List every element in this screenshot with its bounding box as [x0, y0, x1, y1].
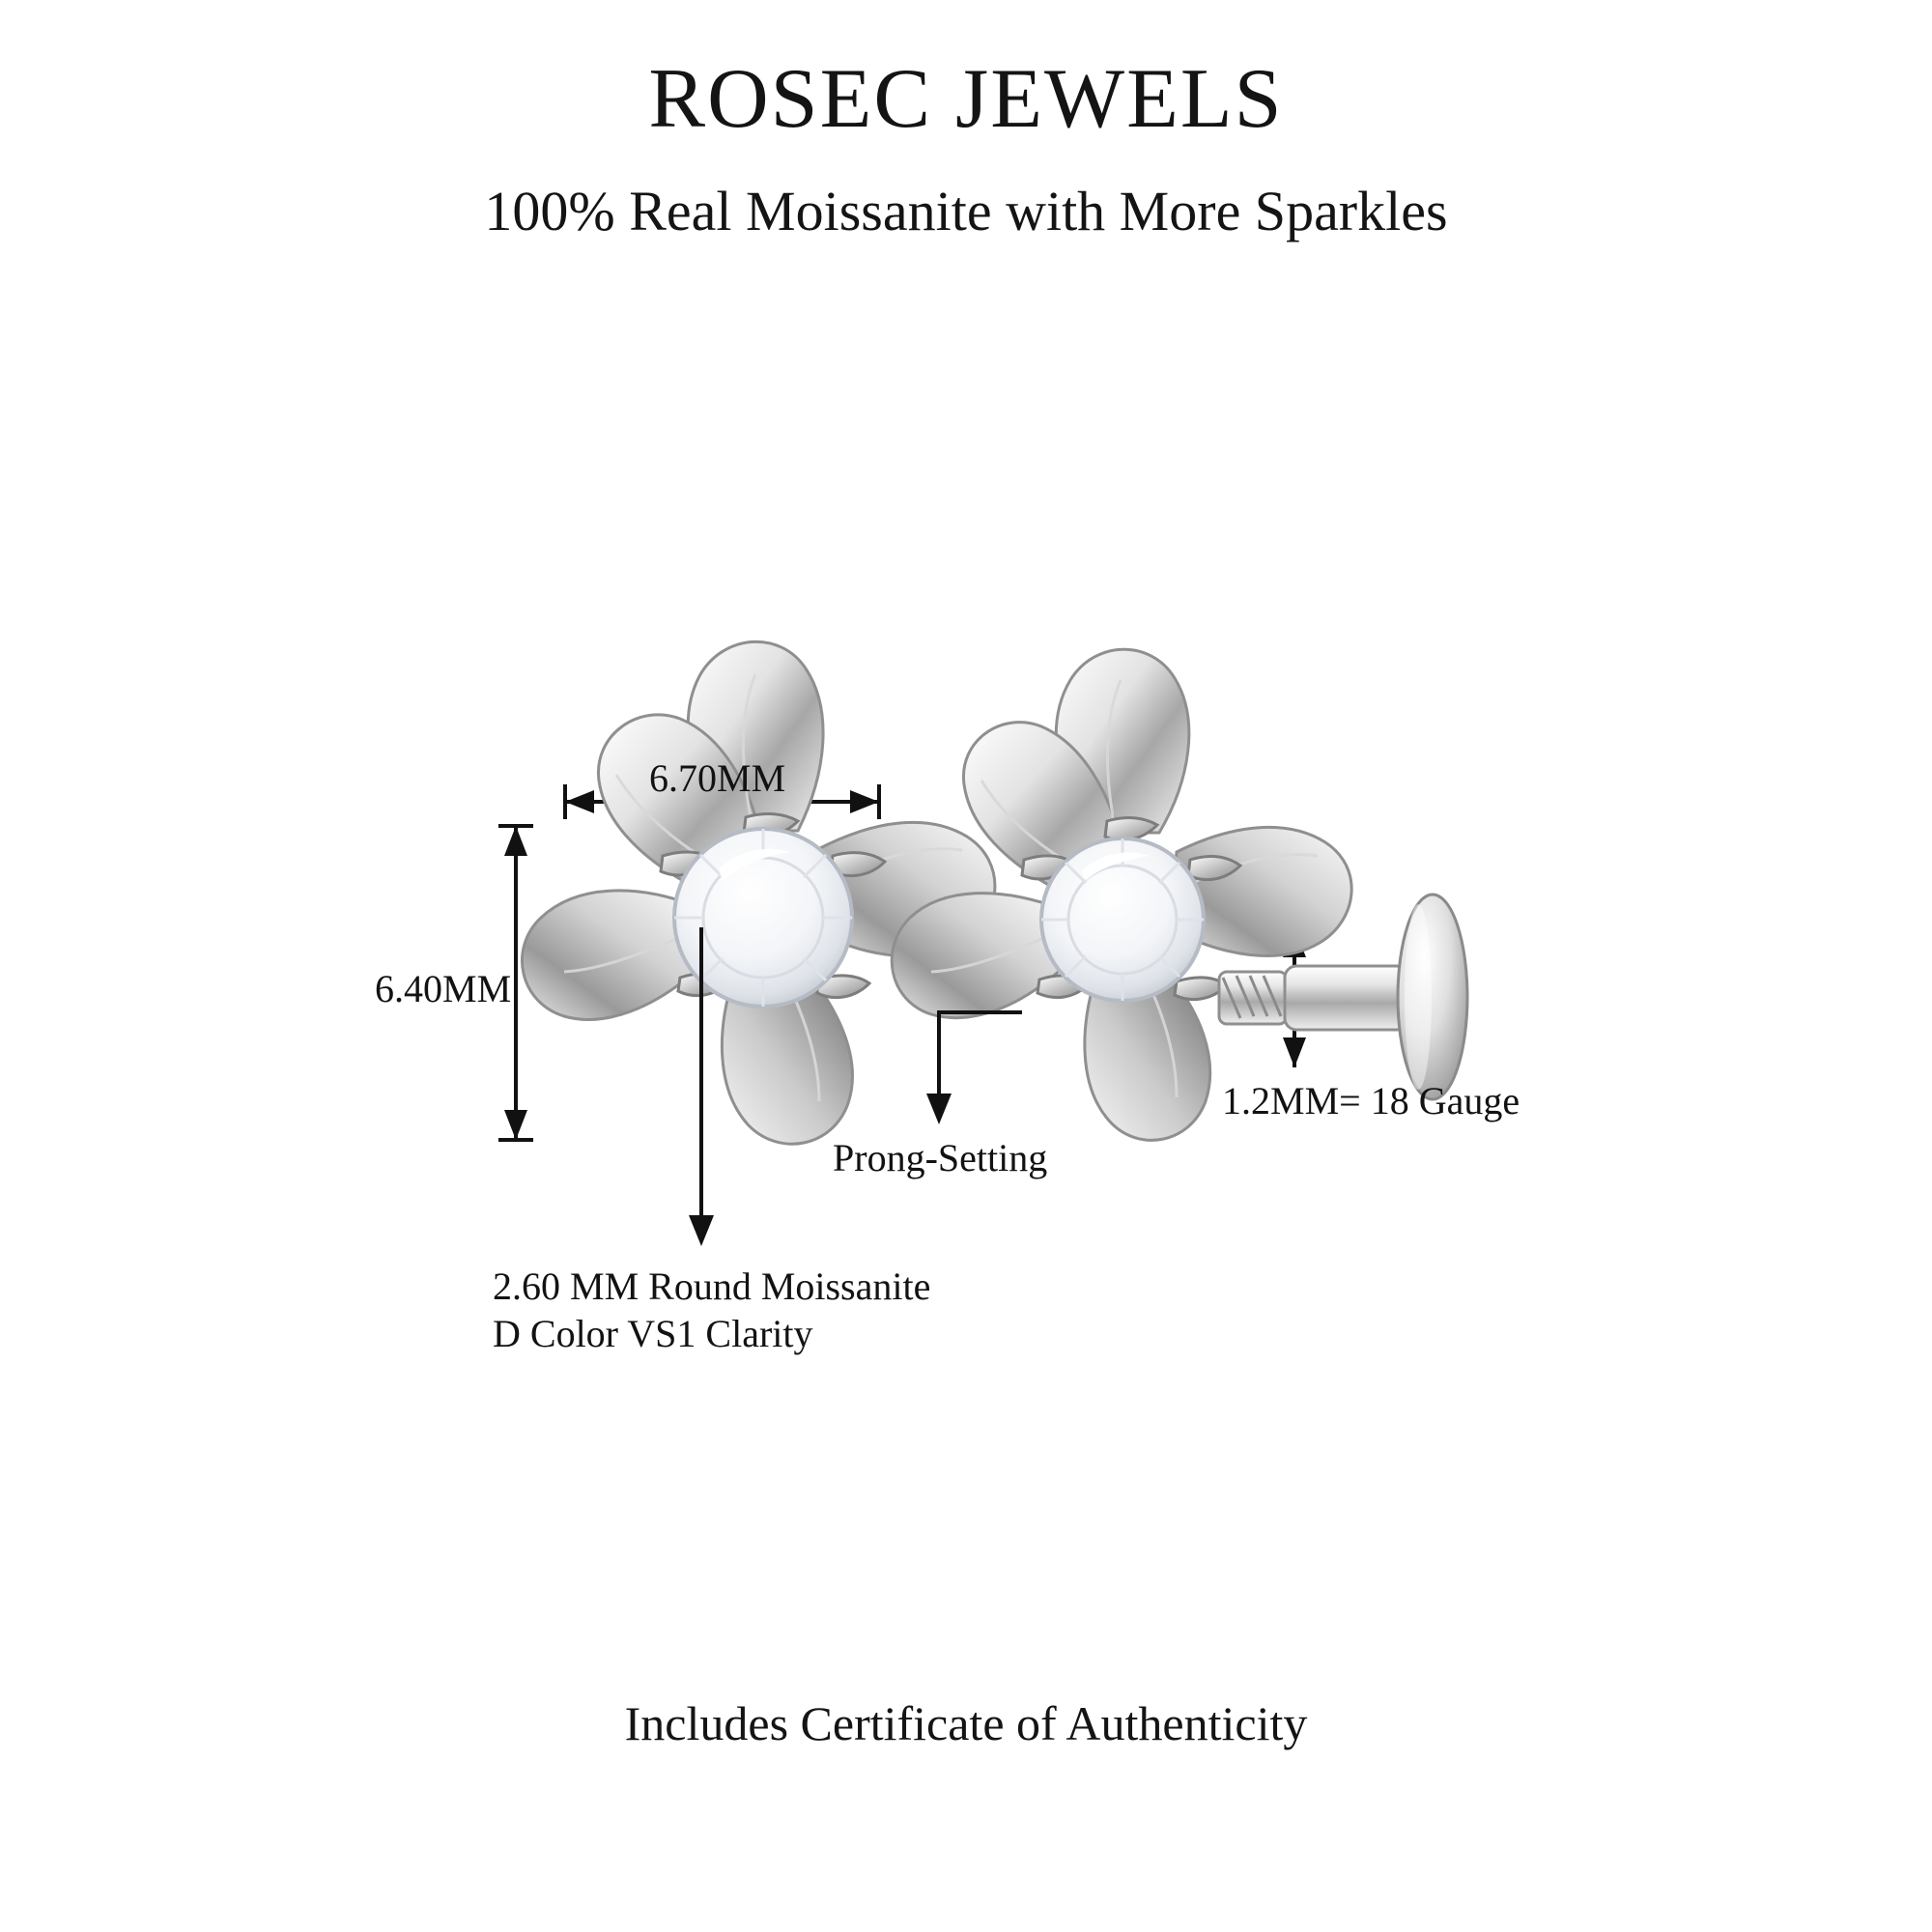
- prong-setting-label: Prong-Setting: [833, 1136, 1048, 1179]
- certificate-note: Includes Certificate of Authenticity: [624, 1696, 1308, 1750]
- callout-arrow-prong: [939, 1012, 1022, 1101]
- stone-spec-line-1: 2.60 MM Round Moissanite: [493, 1264, 931, 1308]
- dimension-gauge-label: 1.2MM= 18 Gauge: [1222, 1079, 1520, 1122]
- stone-spec-line-2: D Color VS1 Clarity: [493, 1311, 813, 1355]
- brand-tagline: 100% Real Moissanite with More Sparkles: [484, 180, 1448, 242]
- dimension-width-label: 6.70MM: [649, 756, 786, 800]
- stone-spec-label: [493, 1264, 930, 1358]
- flower-side-view-with-post: [892, 649, 1467, 1140]
- dimension-height-label: 6.40MM: [375, 967, 512, 1010]
- brand-title: ROSEC JEWELS: [648, 52, 1284, 146]
